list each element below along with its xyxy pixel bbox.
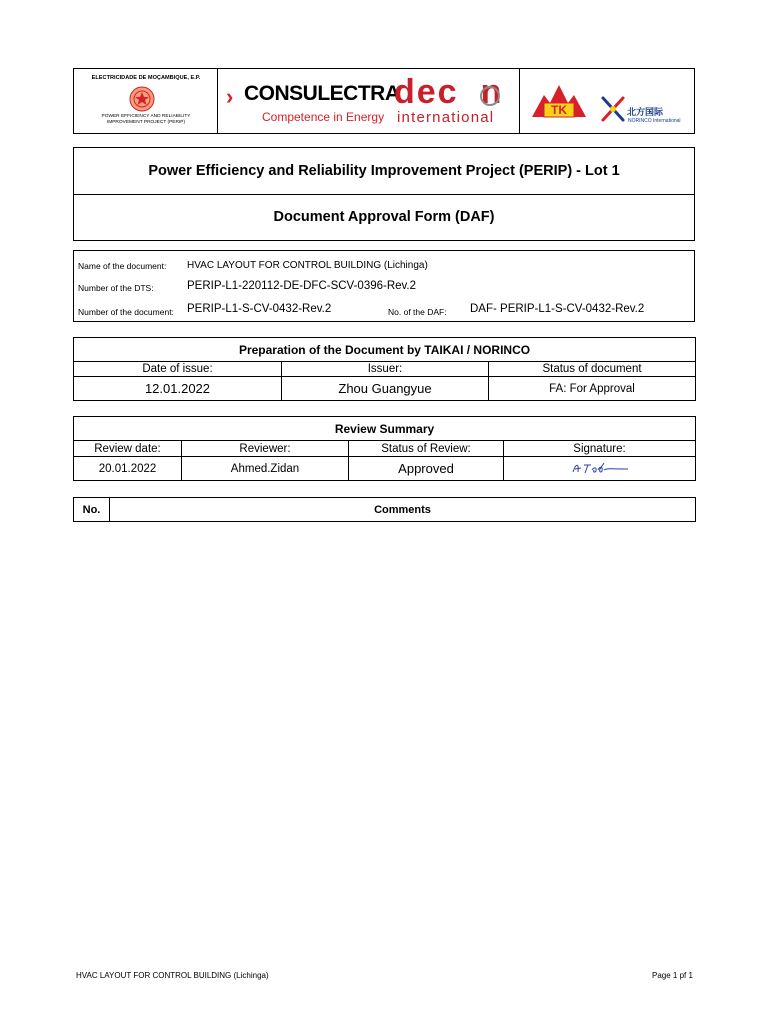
- consulectra-chevron-icon: ›: [226, 84, 234, 109]
- document-info: [73, 250, 695, 322]
- review-date-value: 20.01.2022: [74, 457, 182, 481]
- status-of-document-value: FA: For Approval: [489, 377, 696, 401]
- norinco-en-name: NORINCO International: [628, 118, 681, 124]
- tk-logo: [530, 81, 588, 121]
- decon-suffix: n: [480, 73, 504, 111]
- edm-seal-icon: [129, 86, 155, 112]
- status-of-document-header: Status of document: [489, 362, 696, 377]
- doc-number-value: PERIP-L1-S-CV-0432-Rev.2: [187, 303, 332, 315]
- reviewer-value: Ahmed.Zidan: [182, 457, 349, 481]
- edm-project-line2: IMPROVEMENT PROJECT (PERIP): [106, 119, 186, 125]
- issuer-value: Zhou Guangyue: [282, 377, 489, 401]
- preparation-table: [73, 337, 696, 401]
- title-divider: [74, 194, 694, 195]
- status-of-review-value: Approved: [349, 457, 504, 481]
- footer-page-number: Page 1 pf 1: [652, 971, 693, 980]
- review-table: [73, 416, 696, 481]
- logo-divider: [519, 69, 520, 133]
- doc-name-label: Name of the document:: [78, 261, 167, 271]
- title-box: [73, 147, 695, 241]
- status-of-review-header: Status of Review:: [349, 441, 504, 457]
- norinco-cn-name: 北方国际: [627, 107, 664, 117]
- reviewer-header: Reviewer:: [182, 441, 349, 457]
- doc-name-value: HVAC LAYOUT FOR CONTROL BUILDING (Lichinga): [187, 260, 428, 271]
- review-date-header: Review date:: [74, 441, 182, 457]
- edm-name: ELECTRICIDADE DE MOÇAMBIQUE, E.P.: [91, 75, 201, 81]
- preparation-heading: Preparation of the Document by TAIKAI / NORINCO: [74, 338, 696, 362]
- consulectra-tagline: Competence in Energy: [262, 110, 385, 124]
- daf-value: DAF- PERIP-L1-S-CV-0432-Rev.2: [470, 303, 645, 315]
- review-heading: Review Summary: [74, 417, 696, 441]
- date-of-issue-value: 12.01.2022: [74, 377, 282, 401]
- form-title: Document Approval Form (DAF): [273, 209, 495, 225]
- project-title: Power Efficiency and Reliability Improvement Project (PERIP) - Lot 1: [148, 163, 620, 179]
- globe-icon: [480, 86, 500, 106]
- consulectra-logo: CONSULECTRA: [244, 82, 400, 105]
- issuer-header: Issuer:: [282, 362, 489, 377]
- dts-label: Number of the DTS:: [78, 283, 154, 293]
- decon-prefix: dec: [394, 73, 459, 111]
- logo-divider: [217, 69, 218, 133]
- dts-value: PERIP-L1-220112-DE-DFC-SCV-0396-Rev.2: [187, 280, 417, 292]
- comments-header: Comments: [110, 498, 696, 522]
- signature-scribble-icon: [570, 461, 630, 475]
- edm-project-line1: POWER EFFICIENCY AND RELIABILITY: [101, 114, 191, 119]
- doc-number-label: Number of the document:: [78, 307, 174, 317]
- signature-header: Signature:: [504, 441, 696, 457]
- comments-no-header: No.: [74, 498, 110, 522]
- tk-text: TK: [551, 103, 567, 117]
- norinco-mark-icon: [599, 94, 627, 124]
- signature-cell: [504, 457, 696, 481]
- logo-header: [73, 68, 695, 134]
- date-of-issue-header: Date of issue:: [74, 362, 282, 377]
- daf-label: No. of the DAF:: [388, 307, 447, 317]
- comments-table: [73, 497, 696, 522]
- footer-document-name: HVAC LAYOUT FOR CONTROL BUILDING (Lichinga): [76, 971, 269, 980]
- edm-project: [80, 114, 212, 125]
- decon-international: international: [397, 109, 495, 126]
